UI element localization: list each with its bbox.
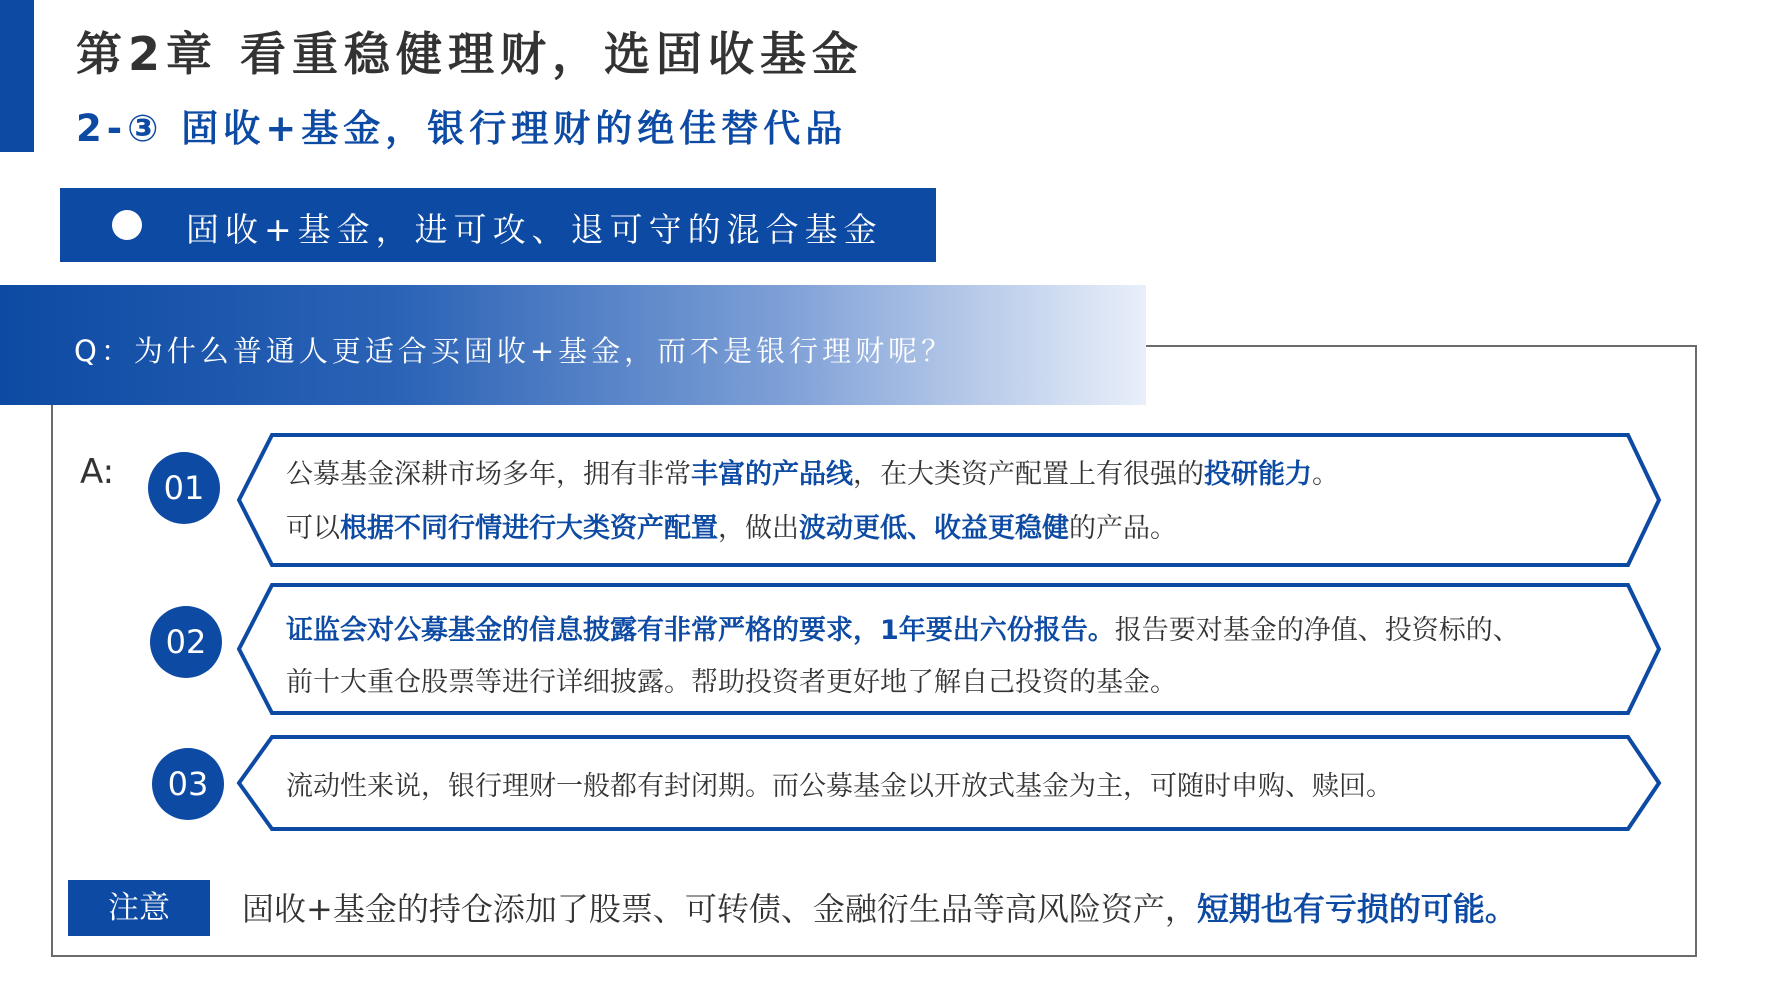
chapter-title: 第2章 看重稳健理财，选固收基金 <box>76 27 865 81</box>
highlight-text: 丰富的产品线 <box>691 459 853 490</box>
question-text: Q：为什么普通人更适合买固收+基金，而不是银行理财呢？ <box>74 334 955 368</box>
body-text: 可以 <box>286 513 340 544</box>
note-text <box>242 884 1517 930</box>
highlight-text: 根据不同行情进行大类资产配置 <box>340 513 718 544</box>
item-line <box>286 660 1177 699</box>
item-line <box>286 608 1520 647</box>
accent-bar <box>0 0 34 152</box>
body-text: 的产品。 <box>1069 513 1177 544</box>
answer-item-02 <box>236 582 1662 716</box>
answer-item-01 <box>236 432 1662 568</box>
note-highlight: 短期也有亏损的可能。 <box>1196 890 1517 928</box>
body-text: 流动性来说，银行理财一般都有封闭期。而公募基金以开放式基金为主，可随时申购、赎回。 <box>286 771 1393 802</box>
body-text: ，在大类资产配置上有很强的 <box>853 459 1204 490</box>
item-number-badge-01: 01 <box>148 452 220 524</box>
highlight-text: 证监会对公募基金的信息披露有非常严格的要求，1年要出六份报告。 <box>286 615 1115 646</box>
note-body: 固收+基金的持仓添加了股票、可转债、金融衍生品等高风险资产， <box>242 890 1197 928</box>
highlight-text: 波动更低、收益更稳健 <box>799 513 1069 544</box>
section-title: 2-③ 固收+基金，银行理财的绝佳替代品 <box>76 107 848 150</box>
item-number-badge-03: 03 <box>152 748 224 820</box>
highlight-text: 投研能力 <box>1204 459 1312 490</box>
question-bar <box>0 285 1146 405</box>
topic-banner <box>60 188 936 262</box>
answer-item-03 <box>236 734 1662 832</box>
answer-label: A: <box>80 452 115 492</box>
note-tag: 注意 <box>68 880 210 936</box>
body-text: ，做出 <box>718 513 799 544</box>
body-text: 。 <box>1312 459 1339 490</box>
body-text: 前十大重仓股票等进行详细披露。帮助投资者更好地了解自己投资的基金。 <box>286 667 1177 698</box>
banner-text: 固收+基金，进可攻、退可守的混合基金 <box>186 210 883 249</box>
body-text: 报告要对基金的净值、投资标的、 <box>1114 615 1520 646</box>
item-line <box>286 452 1339 491</box>
body-text: 公募基金深耕市场多年，拥有非常 <box>286 459 691 490</box>
item-line <box>286 764 1393 803</box>
item-number-badge-02: 02 <box>150 606 222 678</box>
bullet-dot-icon <box>112 210 142 240</box>
item-line <box>286 506 1177 545</box>
